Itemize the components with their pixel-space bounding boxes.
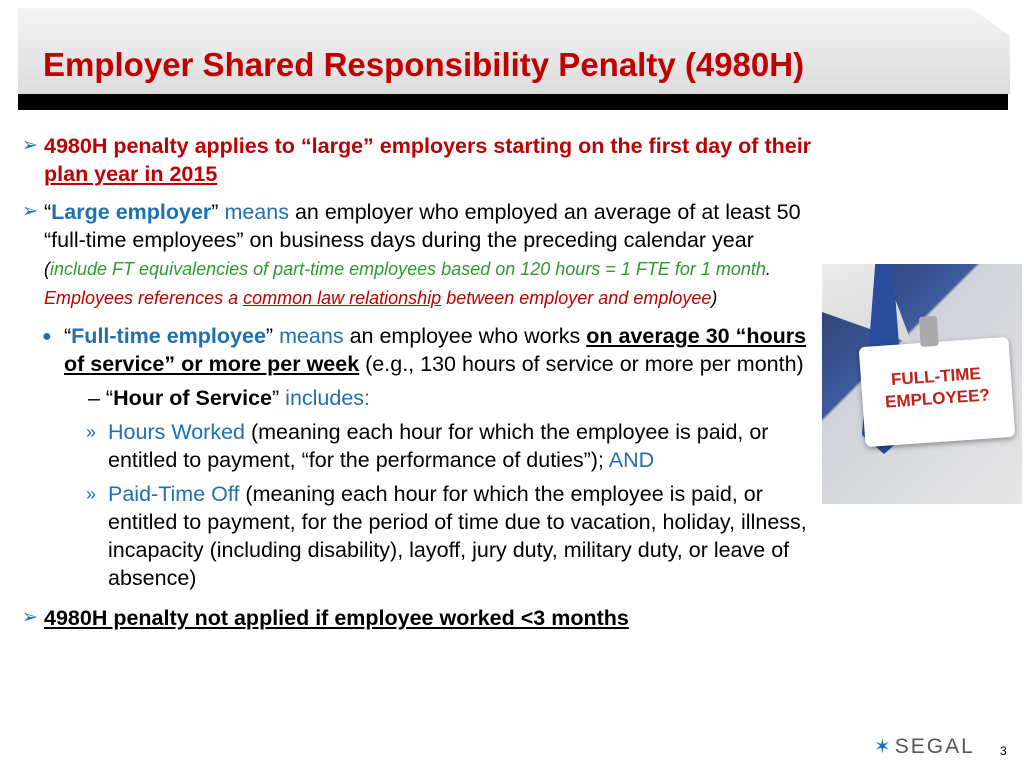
badge-text: FULL-TIME EMPLOYEE? <box>884 363 991 412</box>
full-time-employee-photo <box>822 264 1022 504</box>
term-full-time-employee: Full-time employee <box>71 324 266 348</box>
dot-bullet-icon: ● <box>42 328 52 345</box>
page-number: 3 <box>1000 744 1007 758</box>
arrow-bullet-icon: ➢ <box>22 201 38 222</box>
star-icon: ✶ <box>874 736 893 758</box>
bullet-paid-time-off: » Paid-Time Off (meaning each hour for which the employee is paid, or entitled to payment, for the period of time due to vacation, holiday, illness, incapacity (including disability), layoff, jury duty, military duty, or leave of absence) <box>86 482 807 590</box>
term-large-employer: Large employer <box>51 200 212 224</box>
term-hour-of-service: Hour of Service <box>113 386 273 410</box>
name-badge <box>859 337 1016 447</box>
bullet-hour-of-service: – “Hour of Service” includes: <box>88 386 371 410</box>
raquo-bullet-icon: » <box>86 422 97 442</box>
bullet-hours-worked: » Hours Worked (meaning each hour for which the employee is paid, or entitled to payment, “for the performance of duties”); AND <box>86 420 769 472</box>
raquo-bullet-icon: » <box>86 484 97 504</box>
bullet-penalty-not-applied: ➢ 4980H penalty not applied if employee worked <3 months <box>22 606 629 630</box>
arrow-bullet-icon: ➢ <box>22 135 38 156</box>
bullet-large-employer: ➢ “Large employer” means an employer who employed an average of at least 50 “full-time employees” on business days during the preceding calendar year (include FT equivalencies of part-time employees based on 120 hours = 1 FTE for 1 month. Employees references a common law relationship between employer and employee) <box>22 200 801 308</box>
segal-logo: ✶SEGAL <box>874 735 975 758</box>
slide-title: Employer Shared Responsibility Penalty (4980H) <box>43 46 805 83</box>
title-rule <box>18 94 1008 110</box>
bullet-full-time-employee: ● “Full-time employee” means an employee who works on average 30 “hours of service” or more per week (e.g., 130 hours of service or more per month) <box>42 324 807 376</box>
badge-clip <box>919 316 939 347</box>
bullet-penalty-applies: ➢ 4980H penalty applies to “large” employers starting on the first day of their plan year in 2015 <box>22 134 812 186</box>
slide-content <box>22 132 812 642</box>
arrow-bullet-icon: ➢ <box>22 607 38 628</box>
